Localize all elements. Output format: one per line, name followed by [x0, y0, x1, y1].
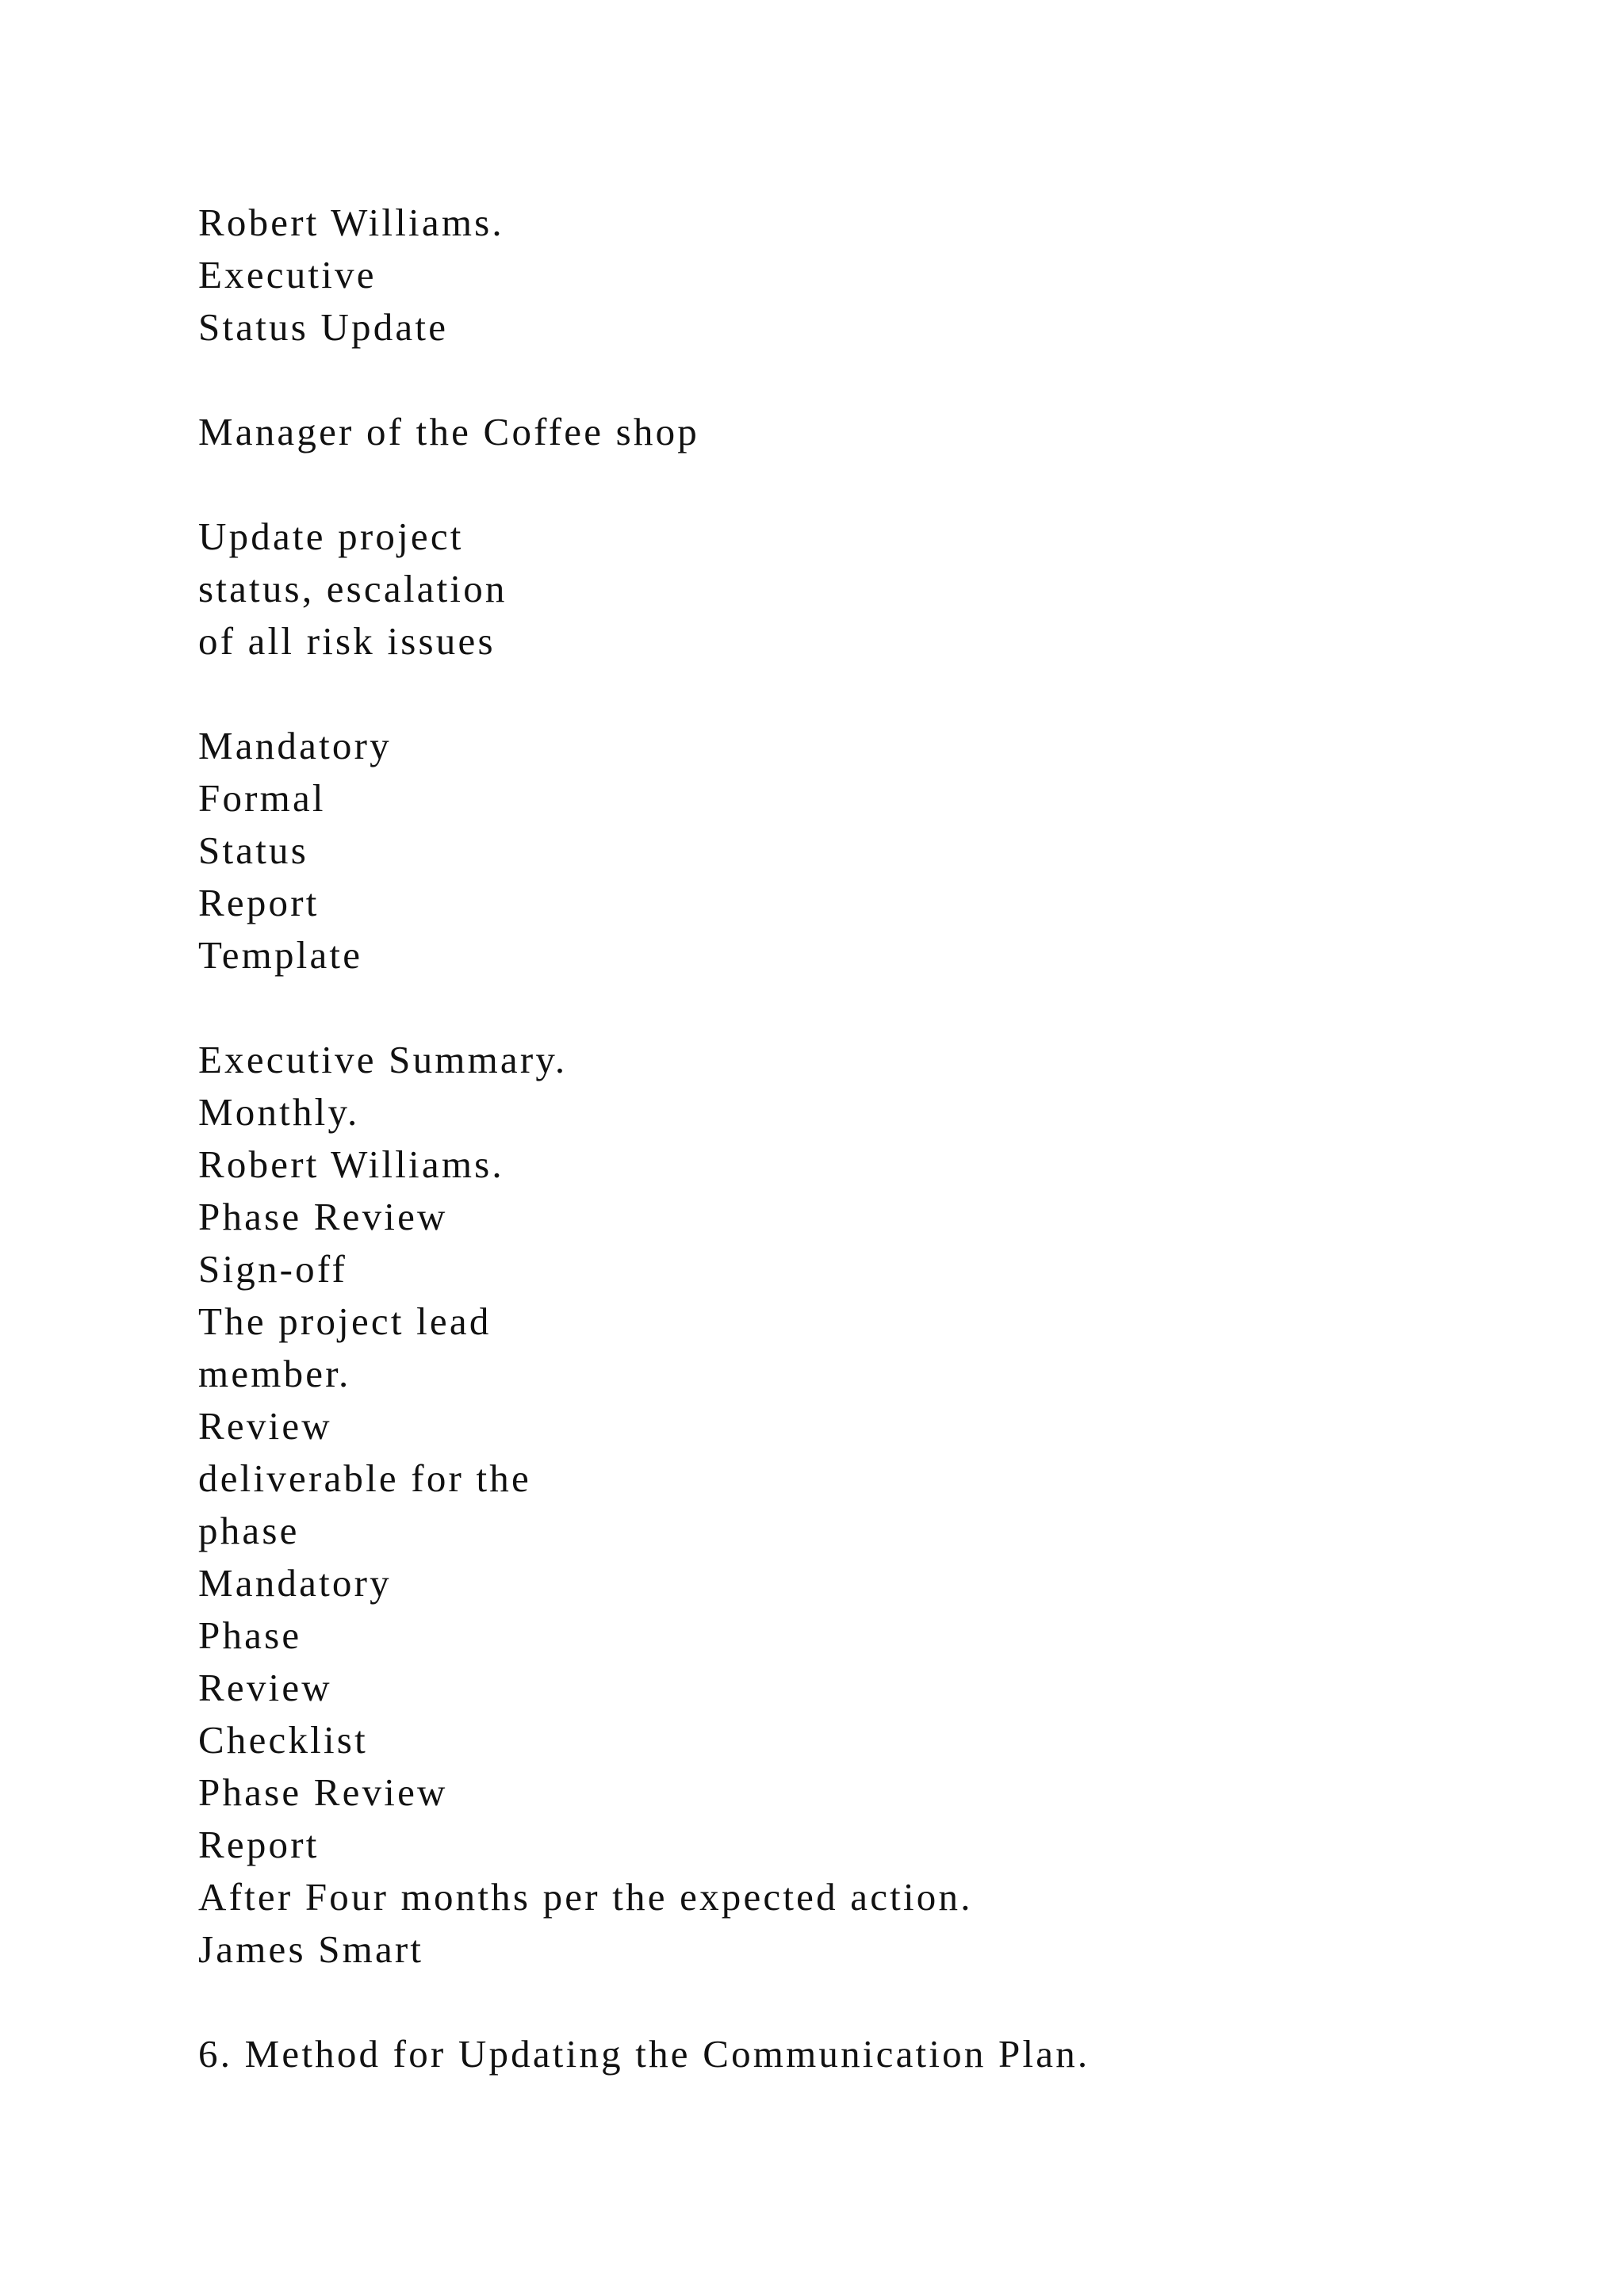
- text-line: Sign-off: [198, 1247, 348, 1291]
- text-line: Review: [198, 1404, 332, 1448]
- text-line: Status: [198, 828, 308, 872]
- text-line: Report: [198, 881, 320, 924]
- blank-line: [198, 458, 1546, 511]
- text-line: Phase Review: [198, 1770, 448, 1814]
- section-heading: 6. Method for Updating the Communication Plan.: [198, 2032, 1090, 2076]
- text-line: James Smart: [198, 1927, 424, 1971]
- blank-line: [198, 1976, 1546, 2028]
- text-line: member.: [198, 1352, 351, 1395]
- text-line: Executive Summary.: [198, 1038, 568, 1081]
- text-line: deliverable for the: [198, 1456, 531, 1500]
- text-line: Mandatory: [198, 1561, 392, 1605]
- text-line: phase: [198, 1509, 300, 1552]
- text-line: Manager of the Coffee shop: [198, 410, 700, 453]
- text-line: Template: [198, 933, 363, 977]
- text-line: Checklist: [198, 1718, 368, 1762]
- text-line: Phase Review: [198, 1195, 448, 1238]
- blank-line: [198, 354, 1546, 406]
- text-line: status, escalation: [198, 567, 508, 610]
- text-line: Status Update: [198, 305, 449, 349]
- text-line: Robert Williams.: [198, 1142, 504, 1186]
- text-line: Review: [198, 1666, 332, 1709]
- text-line: Update project: [198, 515, 464, 558]
- text-line: of all risk issues: [198, 619, 496, 663]
- text-line: Robert Williams.: [198, 201, 504, 244]
- text-line: The project lead: [198, 1299, 492, 1343]
- text-line: Phase: [198, 1613, 302, 1657]
- text-line: Monthly.: [198, 1090, 360, 1134]
- text-line: Executive: [198, 253, 377, 297]
- text-line: After Four months per the expected action.: [198, 1875, 973, 1919]
- document-body: [198, 197, 1546, 2080]
- text-line: Report: [198, 1823, 320, 1866]
- text-line: Mandatory: [198, 724, 392, 767]
- blank-line: [198, 668, 1546, 720]
- blank-line: [198, 982, 1546, 1034]
- text-line: Formal: [198, 776, 326, 820]
